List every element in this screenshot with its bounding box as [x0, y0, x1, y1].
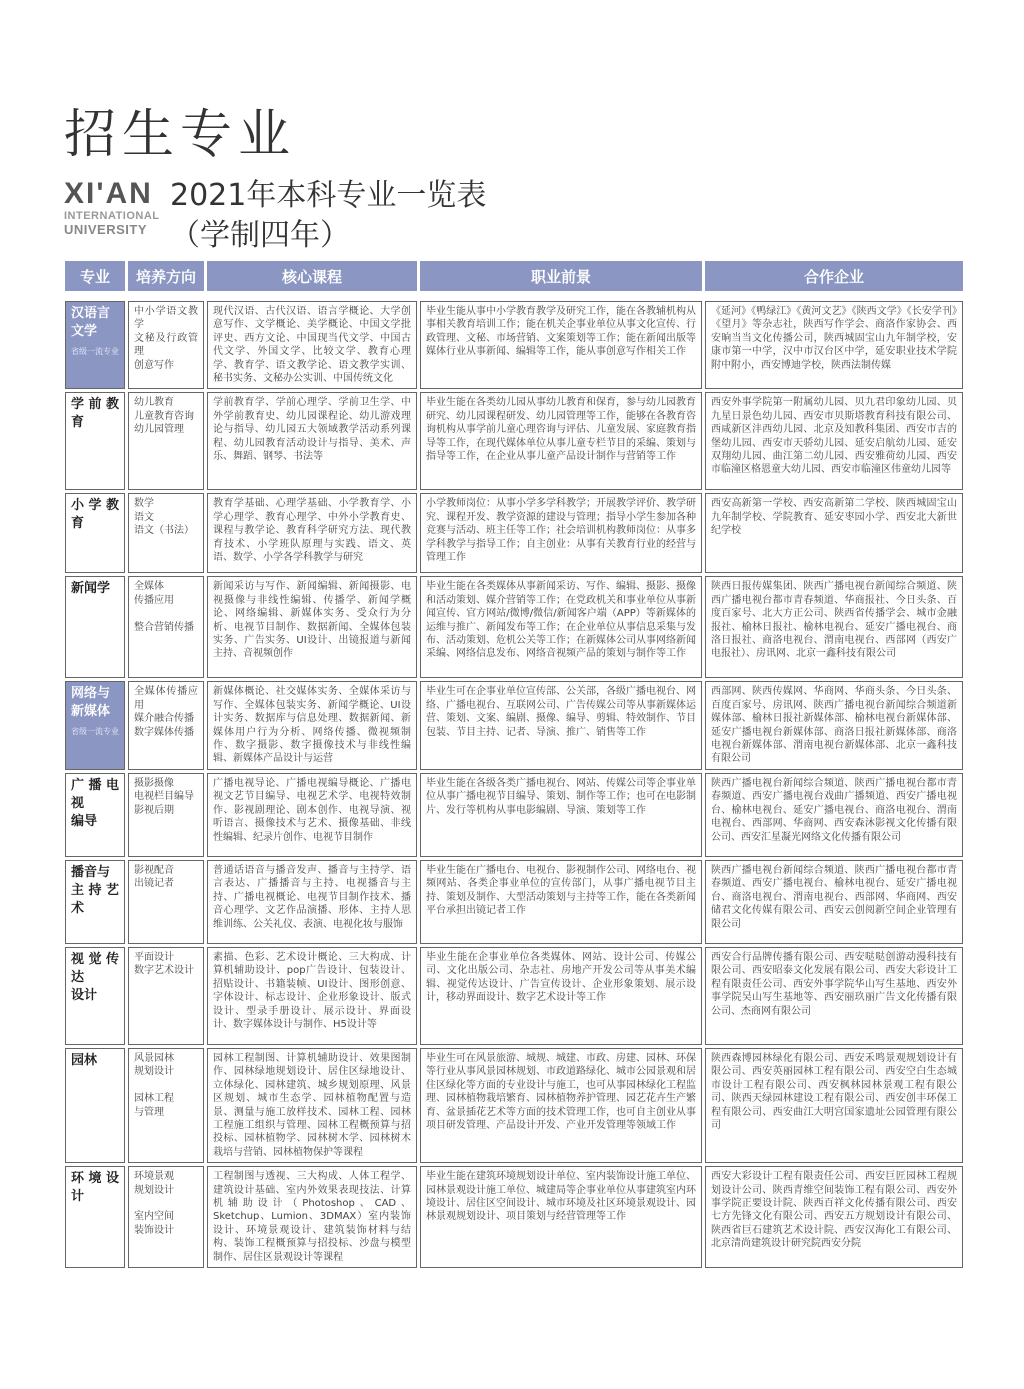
table-header-row	[65, 261, 963, 291]
courses-cell: 素描、色彩、艺术设计概论、三大构成、计算机辅助设计、pop广告设计、包装设计、招贴设计、书籍装帧、UI设计、图形创意、字体设计、标志设计、企业形象设计、版式设计、型录手册设计、展示设计、界面设计、数字媒体设计与制作、H5设计等	[207, 947, 417, 1045]
courses-cell: 园林工程制图、计算机辅助设计、效果图制作、园林绿地规划设计、居住区绿地设计、立体绿化、园林建筑、城乡规划原理、风景区规划、城市生态学、园林植物配置与造景、测量与施工放样技术、园林工程、园林工程施工组织与管理、园林工程概预算与招投标、园林植物学、园林树木学、园林树木栽培与营销、园林植物保护等课程	[207, 1048, 417, 1163]
table-row	[65, 301, 963, 389]
courses-cell: 广播电视导论、广播电视编导概论、广播电视文艺节目编导、电视艺术学、电视特效制作、影视剧理论、剧本创作、电视导演、视听语言、摄像技术与艺术、摄像基础、非线性编辑、纪录片创作、电视节目制作	[207, 773, 417, 857]
major-name: 园林	[71, 1052, 98, 1068]
direction-cell: 幼儿教育 儿童教育咨询 幼儿园管理	[128, 392, 204, 490]
header-prospects: 职业前景	[420, 261, 702, 291]
prospects-cell: 毕业生能在广播电台、电视台、影视制作公司、网络电台、视频网站、各类企事业单位的宣传部门，从事广播电视节目主持、策划及制作、大型活动策划与主持等工作，能在各类新闻平台承担出镜记者工作	[420, 860, 702, 944]
major-badge: 省级一流专业	[71, 347, 119, 356]
table-row	[65, 1048, 963, 1163]
table-row	[65, 576, 963, 678]
major-name: 新闻学	[71, 581, 111, 597]
table-row	[65, 773, 963, 857]
logo-sub-text-2: UNIVERSITY	[64, 222, 148, 237]
logo-main-text: XI'AN	[64, 177, 153, 210]
table-row	[65, 947, 963, 1045]
header-direction: 培养方向	[128, 261, 204, 291]
table-spacer-cell	[65, 294, 963, 298]
major-name: 视觉传达 设计	[71, 951, 119, 1003]
prospects-cell: 毕业生能在各类幼儿园从事幼儿教育和保育，参与幼儿园教育研究、幼儿园课程研发、幼儿园管理等工作，能够在各教育咨询机构从事学前儿童心理咨询与评估、儿童发展、家庭教育指导等工作，在现代媒体单位从事儿童专栏节目的采编、策划与指导等工作，在企业从事儿童产品设计制作与营销等工作	[420, 392, 702, 490]
prospects-cell: 毕业生可在风景旅游、城规、城建、市政、房建、园林、环保等行业从事风景园林规划、市政道路绿化、城市公园景观和居住区绿化等方面的专业设计与施工，也可从事园林绿化工程监理、园林植物栽培繁育、园林植物养护管理、园艺花卉生产繁育、盆景插花艺术等方面的技术管理工作，也可自主创业从事项目研发管理、产品设计开发、产业开发管理等领域工作	[420, 1048, 702, 1163]
table-spacer	[65, 294, 963, 298]
prospects-cell: 毕业生能在各类媒体从事新闻采访、写作、编辑、摄影、摄像和活动策划、媒介营销等工作；在党政机关和事业单位从事新闻宣传、官方网站/微博/微信/新闻客户端（APP）等新媒体的运维与推广、新闻发布等工作；在企业单位从事信息采集与发布、活动策划、危机公关等工作；在新媒体公司从事网络新闻采编、网络信息发布、网络音视频产品的策划与制作等工作	[420, 576, 702, 678]
table-row	[65, 392, 963, 490]
subtitle	[170, 176, 486, 256]
partners-cell: 西安合行品牌传播有限公司、西安哒哒创游动漫科技有限公司、西安昭泰文化发展有限公司、西安大彩设计工程有限责任公司、西安外事学院华山写生基地、西安外事学院吴山写生基地等、西安丽玖丽广告文化传播有限公司、杰商网有限公司	[705, 947, 963, 1045]
direction-cell: 数学 语文 语文（书法）	[128, 493, 204, 573]
courses-cell: 新媒体概论、社交媒体实务、全媒体采访与写作、全媒体包装实务、新闻学概论、UI设计实务、数据库与信息处理、数据新闻、新媒体用户行为分析、网络传播、微视频制作、数字摄影、数字摄像技术与非线性编辑、新媒体产品设计与运营	[207, 681, 417, 769]
partners-cell: 西安大彩设计工程有限责任公司、西安巨匠园林工程规划设计公司、陕西青维空间装饰工程有限公司、西安外事学院正要设计院、陕西百祥文化传播有限公司、西安七方先锋文化有限公司、西安五方规划设计有限公司、陕西省巨石建筑艺术设计院、西安汉海化工有限公司、北京清尚建筑设计研究院西安分院	[705, 1166, 963, 1268]
major-cell	[65, 1166, 125, 1268]
table-row	[65, 1166, 963, 1268]
courses-cell: 工程制图与透视、三大构成、人体工程学、建筑设计基础、室内外效果表现技法、计算机辅助设计（Photoshop、CAD、Sketchup、Lumion、3DMAX）室内装饰设计、环境景观设计、建筑装饰材料与结构、装饰工程概预算与招投标、沙盘与模型制作、居住区景观设计等课程	[207, 1166, 417, 1268]
major-cell	[65, 1048, 125, 1163]
major-cell	[65, 301, 125, 389]
table-row	[65, 493, 963, 573]
major-cell	[65, 681, 125, 769]
partners-cell: 陕西日报传媒集团、陕西广播电视台新闻综合频道、陕西广播电视台都市青春频道、华商报社、今日头条、百度百家号、北大方正公司、陕西省传播学会、城市金融报社、榆林日报社、榆林电视台、延安广播电视台、商洛日报社、商洛电视台、渭南电视台、西部网（西安广电报社）、房讯网、北京一鑫科技有限公司	[705, 576, 963, 678]
courses-cell: 学前教育学、学前心理学、学前卫生学、中外学前教育史、幼儿园课程论、幼儿游戏理论与指导、幼儿园五大领域教学活动系列课程、幼儿园教育活动设计与指导、美术、声乐、舞蹈、钢琴、书法等	[207, 392, 417, 490]
direction-cell: 影视配音 出镜记者	[128, 860, 204, 944]
prospects-cell: 毕业生能在企事业单位各类媒体、网站、设计公司、传媒公司、文化出版公司、杂志社、房地产开发公司等从事美术编辑、视觉传达设计、广告宣传设计、企业形象策划、展示设计，移动界面设计、数字艺术设计等工作	[420, 947, 702, 1045]
direction-cell: 全媒体传播应用 媒介融合传播 数字媒体传播	[128, 681, 204, 769]
major-badge: 省级一流专业	[71, 727, 119, 737]
courses-cell: 现代汉语、古代汉语、语言学概论、大学创意写作、文学概论、美学概论、中国文学批评史、西方文论、中国现当代文学、中国古代文学、外国文学、比较文学、教育心理学、教育学、语文教学论、语文教学实训、秘书实务、文秘办公实训、中国传统文化	[207, 301, 417, 389]
major-cell	[65, 392, 125, 490]
majors-table	[62, 258, 966, 1271]
partners-cell: 陕西广播电视台新闻综合频道、陕西广播电视台都市青春频道、西安广播电视台戏曲广播频道、西安广播电视台、榆林电视台、延安广播电视台、商洛电视台、渭南电视台、西部网、华商网、西安森沐影视文化传播有限公司、西安汇星凝光网络文化传播有限公司	[705, 773, 963, 857]
major-name: 网络与 新媒体	[71, 686, 111, 720]
major-name: 环境设计	[71, 1171, 119, 1205]
major-cell	[65, 947, 125, 1045]
partners-cell: 陕西广播电视台新闻综合频道、陕西广播电视台都市青春频道、西安广播电视台、榆林电视台、延安广播电视台、商洛电视台、渭南电视台、西部网、华商网、西安储君文化传媒有限公司、西安云创阅新空间企业管理有限公司	[705, 860, 963, 944]
header-partners: 合作企业	[705, 261, 963, 291]
partners-cell: 西安外事学院第一附属幼儿园、贝九君印象幼儿园、贝九星日景色幼儿园、西安市贝斯塔教育科技有限公司、西咸新区沣西幼儿园、北京及知教科集团、西安市吉的堡幼儿园、西安市天骄幼儿园、延安启航幼儿园、延安双翔幼儿园、曲江第二幼儿园、西安雅荷幼儿园、西安市临潼区格恩童大幼儿园、西安市临潼区伟童幼儿园等	[705, 392, 963, 490]
partners-cell: 西部网、陕西传媒网、华商网、华商头条、今日头条、百度百家号、房讯网、陕西广播电视台新闻综合频道新媒体部、榆林日报社新媒体部、榆林电视台新媒体部、延安广播电视台新媒体部、商洛日报社新媒体部、商洛电视台新媒体部、渭南电视台新媒体部、北京一鑫科技有限公司	[705, 681, 963, 769]
logo-sub-text: INTERNATIONAL	[64, 210, 160, 222]
partners-cell: 陕西森博园林绿化有限公司、西安禾鸣景观规划设计有限公司、西安英丽园林工程有限公司、西安空白生态城市设计工程有限公司、西安枫林园林景观工程有限公司、陕西天绿园林建设工程有限公司、西安创丰环保工程有限公司、西安曲江大明宫国家遗址公园管理有限公司	[705, 1048, 963, 1163]
prospects-cell: 毕业生可在企事业单位宣传部、公关部，各级广播电视台、网络、广播电视台、互联网公司、广告传媒公司等从事新媒体运营、策划、文案、编剧、摄像、编导、剪辑、特效制作、节目包装、节目主持、记者、导演、推广、销售等工作	[420, 681, 702, 769]
direction-cell: 环境景观 规划设计 室内空间 装饰设计	[128, 1166, 204, 1268]
table-row	[65, 681, 963, 769]
table-body	[65, 294, 963, 1268]
prospects-cell: 小学教师岗位：从事小学多学科教学；开展教学评价、教学研究、课程开发、教学资源的建设与管理；指导小学生参加各种竞赛与活动、班主任等工作；社会培训机构教师岗位：从事多学科教学与指导工作；自主创业：从事有关教育行业的经营与管理工作	[420, 493, 702, 573]
direction-cell: 平面设计 数字艺术设计	[128, 947, 204, 1045]
prospects-cell: 毕业生能从事中小学教育教学及研究工作，能在各教辅机构从事相关教育培训工作；能在机关企事业单位从事文化宣传、行政管理、文秘、市场营销、文案策划等工作；能在新闻出版等媒体行业从事新闻、编辑等工作，能从事创意写作相关工作	[420, 301, 702, 389]
major-name: 汉语言 文学	[71, 306, 111, 339]
major-name: 小学教育	[71, 498, 119, 532]
subtitle-line-1: 2021年本科专业一览表	[170, 178, 487, 213]
partners-cell: 西安高新第一学校、西安高新第二学校、陕西城固宝山九年制学校、学院教育、延安枣园小学、西安北大新世纪学校	[705, 493, 963, 573]
direction-cell: 中小学语文教学 文秘及行政管理 创意写作	[128, 301, 204, 389]
major-name: 学前教育	[71, 397, 119, 431]
courses-cell: 新闻采访与写作、新闻编辑、新闻摄影、电视摄像与非线性编辑、传播学、新闻学概论、网络编辑、新媒体实务、受众行为分析、电视节目制作、数据新闻、全媒体包装实务、广告实务、UI设计、出镜报道与新闻主持、音视频创作	[207, 576, 417, 678]
prospects-cell: 毕业生能在各级各类广播电视台、网站、传媒公司等企事业单位从事广播电视节目编导、策划、制作等工作；也可在电影制片、发行等机构从事电影编剧、导演、策划等工作	[420, 773, 702, 857]
major-cell	[65, 773, 125, 857]
courses-cell: 教育学基础、心理学基础、小学教育学、小学心理学、教育心理学、中外小学教育史、课程与教学论、教育科学研究方法、现代教育技术、小学班队原理与实践、语文、英语、数学、小学各学科教学与研究	[207, 493, 417, 573]
subtitle-line-2: （学制四年）	[170, 218, 350, 253]
page-title: 招生专业	[64, 105, 297, 165]
direction-cell: 风景园林 规划设计 园林工程 与管理	[128, 1048, 204, 1163]
header-major: 专业	[65, 261, 125, 291]
major-name: 广播电视 编导	[71, 777, 119, 829]
major-name: 播音与 主持艺术	[71, 864, 119, 916]
header-courses: 核心课程	[207, 261, 417, 291]
direction-cell: 全媒体 传播应用 整合营销传播	[128, 576, 204, 678]
direction-cell: 摄影摄像 电视栏目编导 影视后期	[128, 773, 204, 857]
table-row	[65, 860, 963, 944]
prospects-cell: 毕业生能在建筑环境规划设计单位、室内装饰设计施工单位、园林景观设计施工单位、城建局等企事业单位从事建筑室内环境设计、居住区空间设计、城市环境及社区环境景观设计、园林景观规划设计、项目策划与经营管理等工作	[420, 1166, 702, 1268]
courses-cell: 普通话语音与播音发声、播音与主持学、语言表达、广播播音与主持、电视播音与主持、广播电视概论、电视节目制作技术、播音心理学、文艺作品演播、形体、主持人思维训练、公关礼仪、表演、电视化妆与服饰	[207, 860, 417, 944]
partners-cell: 《延河》《鸭绿江》《黄河文艺》《陕西文学》《长安学刊》《望月》等杂志社，陕西写作学会、商洛作家协会、西安晌当当文化传播公司，陕西城固宝山九年制学校，安康市第一中学，汉中市汉台区中学，延安职业技术学院附中附小，西安博迪学校，陕西法制传媒	[705, 301, 963, 389]
major-cell	[65, 860, 125, 944]
major-cell	[65, 576, 125, 678]
major-cell	[65, 493, 125, 573]
university-logo	[64, 178, 174, 236]
